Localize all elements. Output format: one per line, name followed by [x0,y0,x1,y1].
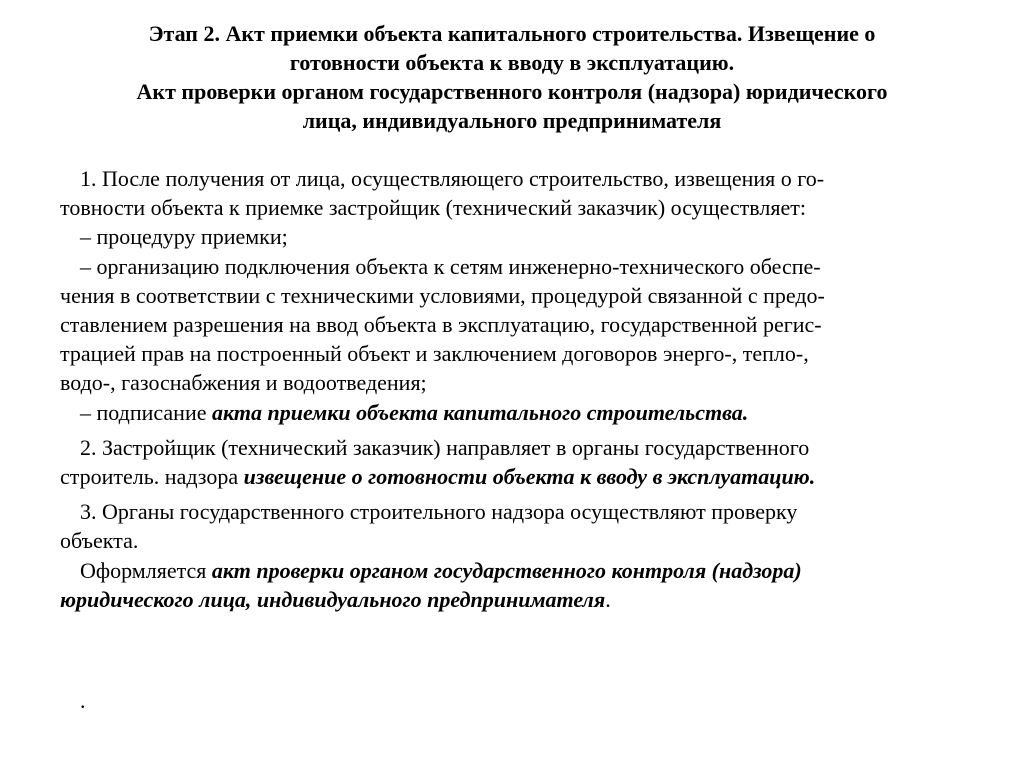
trailing-dot: . [80,688,86,713]
paragraph-1-line-3: – процедуру приемки; [80,224,288,250]
paragraph-1-line-4: – организацию подключения объекта к сетям инженерно-технического обеспе- [80,253,821,279]
slide-body [60,164,950,614]
title-line-3: Акт проверки органом государственного контроля (надзора) юридического [136,79,888,104]
slide-title [60,19,964,135]
paragraph-1 [60,164,950,427]
paragraph-1-line-9 [60,398,950,427]
title-line-2: готовности объекта к вводу в эксплуатацию. [289,50,735,75]
paragraph-1-line-6: ставлением разрешения на ввод объекта в эксплуатацию, государственной регис- [60,312,822,338]
signing-prefix: – подписание [80,399,212,425]
paragraph-1-line-1: 1. После получения от лица, осуществляющего строительство, извещения о го- [80,166,825,191]
paragraph-3-line-3 [60,556,950,585]
paragraph-1-line-8: водо-, газоснабжения и водоотведения; [60,370,427,396]
title-line-4: лица, индивидуального предпринимателя [302,108,722,133]
closing-period: . [605,586,611,612]
acceptance-act-emphasis: акта приемки объекта капитального строительства. [212,399,749,425]
title-line-1: Этап 2. Акт приемки объекта капитального строительства. Извещение о [148,21,876,46]
inspection-act-emphasis-continued: юридического лица, индивидуального предпринимателя [60,586,606,612]
paragraph-3 [60,497,950,614]
inspection-act-emphasis: акт проверки органом государственного контроля (надзора) [211,557,802,583]
paragraph-1-line-5: чения в соответствии с техническими условиями, процедурой связанной с предо- [60,282,825,308]
paragraph-1-line-7: трацией прав на построенный объект и заключением договоров энерго-, тепло-, [60,341,809,367]
supervision-prefix: строитель. надзора [60,464,244,490]
readiness-notice-emphasis: извещение о готовности объекта к вводу в эксплуатацию. [243,464,816,490]
paragraph-3-line-4 [60,585,950,614]
drawn-up-prefix: Оформляется [80,557,212,583]
paragraph-1-line-2: товности объекта к приемке застройщик (технический заказчик) осуществляет: [60,195,806,221]
paragraph-2-line-2 [60,462,950,491]
paragraph-3-line-2: объекта. [60,528,139,554]
paragraph-2-line-1: 2. Застройщик (технический заказчик) направляет в органы государственного [80,434,810,460]
paragraph-3-line-1: 3. Органы государственного строительного надзора осуществляют проверку [80,499,798,525]
paragraph-2 [60,433,950,491]
